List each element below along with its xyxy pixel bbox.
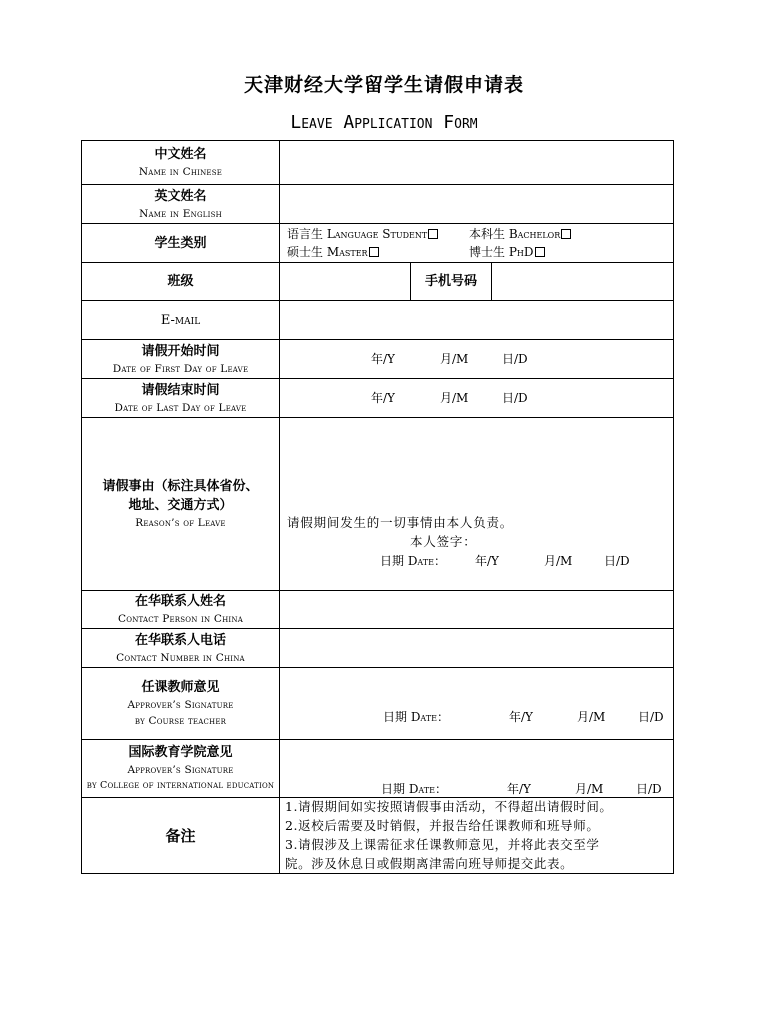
college-approval-label-cn: 国际教育学院意见: [128, 745, 233, 760]
date-first-year: 年/Y: [371, 352, 395, 366]
name-chinese-label-en: Name in Chinese: [138, 166, 223, 178]
option-bachelor-label: 本科生 Bachelor: [469, 227, 561, 241]
student-type-label: [82, 224, 279, 262]
note-line-1: 1.请假期间如实按照请假事由活动，不得超出请假时间。: [285, 799, 613, 814]
class-field[interactable]: [280, 263, 410, 300]
checkbox-icon[interactable]: [535, 247, 545, 257]
responsibility-statement: 请假期间发生的一切事情由本人负责。: [287, 515, 514, 530]
date-first-day: 日/D: [502, 352, 528, 366]
class-label-text: 班级: [167, 274, 194, 289]
reason-label-cn-line1: 请假事由（标注具体省份、: [102, 479, 259, 494]
college-approval-label-en1: Approver’s Signature: [127, 764, 234, 776]
reason-date-year: 年/Y: [475, 554, 499, 568]
checkbox-icon[interactable]: [369, 247, 379, 257]
date-last-label-cn: 请假结束时间: [141, 382, 220, 398]
class-label: [82, 263, 279, 300]
contact-number-field[interactable]: [280, 629, 673, 667]
date-first-label-cn: 请假开始时间: [141, 343, 220, 359]
date-first-label-en: Date of First Day of Leave: [112, 362, 249, 375]
name-chinese-label-cn: 中文姓名: [154, 147, 207, 162]
contact-person-label: [82, 591, 279, 628]
notes-label-text: 备注: [165, 827, 196, 845]
teacher-approval-label-en1: Approver’s Signature: [127, 699, 234, 711]
date-last-year: 年/Y: [371, 391, 395, 405]
option-master[interactable]: [287, 243, 379, 260]
note-line-4: 院。涉及休息日或假期离津需向班导师提交此表。: [285, 856, 574, 871]
option-language-student-label: 语言生 Language Student: [287, 227, 428, 241]
reason-label-en: Reason’s of Leave: [135, 517, 226, 529]
contact-person-label-cn: 在华联系人姓名: [134, 594, 226, 609]
note-line-3: 3.请假涉及上课需征求任课教师意见，并将此表交至学: [285, 837, 600, 852]
name-english-field[interactable]: [280, 185, 673, 223]
contact-number-label: [82, 629, 279, 667]
reason-label: [82, 418, 279, 590]
college-approval-label: [82, 740, 279, 797]
contact-person-label-en: Contact Person in China: [118, 613, 243, 625]
date-first-label: [82, 340, 279, 378]
email-label-text: E-mail: [160, 312, 201, 328]
teacher-date-label: 日期 Date：: [383, 710, 449, 724]
reason-label-cn-line2: 地址、交通方式）: [128, 498, 233, 513]
date-last-label: [82, 379, 279, 417]
teacher-approval-label-en2: by Course teacher: [134, 715, 227, 727]
college-date-label: 日期 Date：: [381, 782, 447, 796]
teacher-date-day: 日/D: [638, 710, 664, 724]
college-date-month: 月/M: [575, 782, 604, 796]
college-approval-label-en2: by College of international education: [86, 780, 275, 791]
teacher-date-month: 月/M: [577, 710, 606, 724]
email-label: [82, 301, 279, 339]
notes-label: [82, 798, 279, 873]
reason-date-day: 日/D: [604, 554, 630, 568]
contact-person-field[interactable]: [280, 591, 673, 628]
name-english-label: [82, 185, 279, 223]
option-phd[interactable]: [469, 243, 545, 260]
phone-label: [411, 263, 491, 300]
date-last-month: 月/M: [440, 391, 469, 405]
date-last-label-en: Date of Last Day of Leave: [114, 401, 247, 414]
option-phd-label: 博士生 PhD: [469, 245, 534, 259]
phone-field[interactable]: [492, 263, 673, 300]
name-english-label-en: Name in English: [139, 207, 222, 220]
college-date-year: 年/Y: [507, 782, 531, 796]
name-english-label-cn: 英文姓名: [154, 188, 207, 204]
checkbox-icon[interactable]: [561, 229, 571, 239]
reason-date-month: 月/M: [544, 554, 573, 568]
contact-number-label-en: Contact Number in China: [116, 651, 245, 664]
option-bachelor[interactable]: [469, 225, 571, 242]
option-language-student[interactable]: [287, 225, 438, 242]
teacher-date-year: 年/Y: [509, 710, 533, 724]
signature-label: 本人签字：: [410, 534, 477, 549]
option-master-label: 硕士生 Master: [287, 245, 368, 259]
name-chinese-field[interactable]: [280, 141, 673, 184]
teacher-approval-label-cn: 任课教师意见: [141, 680, 220, 695]
checkbox-icon[interactable]: [428, 229, 438, 239]
college-date-day: 日/D: [636, 782, 662, 796]
date-first-month: 月/M: [440, 352, 469, 366]
reason-date-label: 日期 Date：: [380, 554, 446, 568]
teacher-approval-label: [82, 668, 279, 739]
note-line-2: 2.返校后需要及时销假，并报告给任课教师和班导师。: [285, 818, 600, 833]
form-title-chinese: 天津财经大学留学生请假申请表: [243, 74, 524, 96]
contact-number-label-cn: 在华联系人电话: [134, 632, 226, 648]
phone-label-text: 手机号码: [424, 274, 477, 289]
student-type-label-text: 学生类别: [154, 235, 207, 251]
email-field[interactable]: [280, 301, 673, 339]
name-chinese-label: [82, 141, 279, 184]
date-last-day: 日/D: [502, 391, 528, 405]
form-title-english: Leave Application Form: [290, 112, 478, 133]
